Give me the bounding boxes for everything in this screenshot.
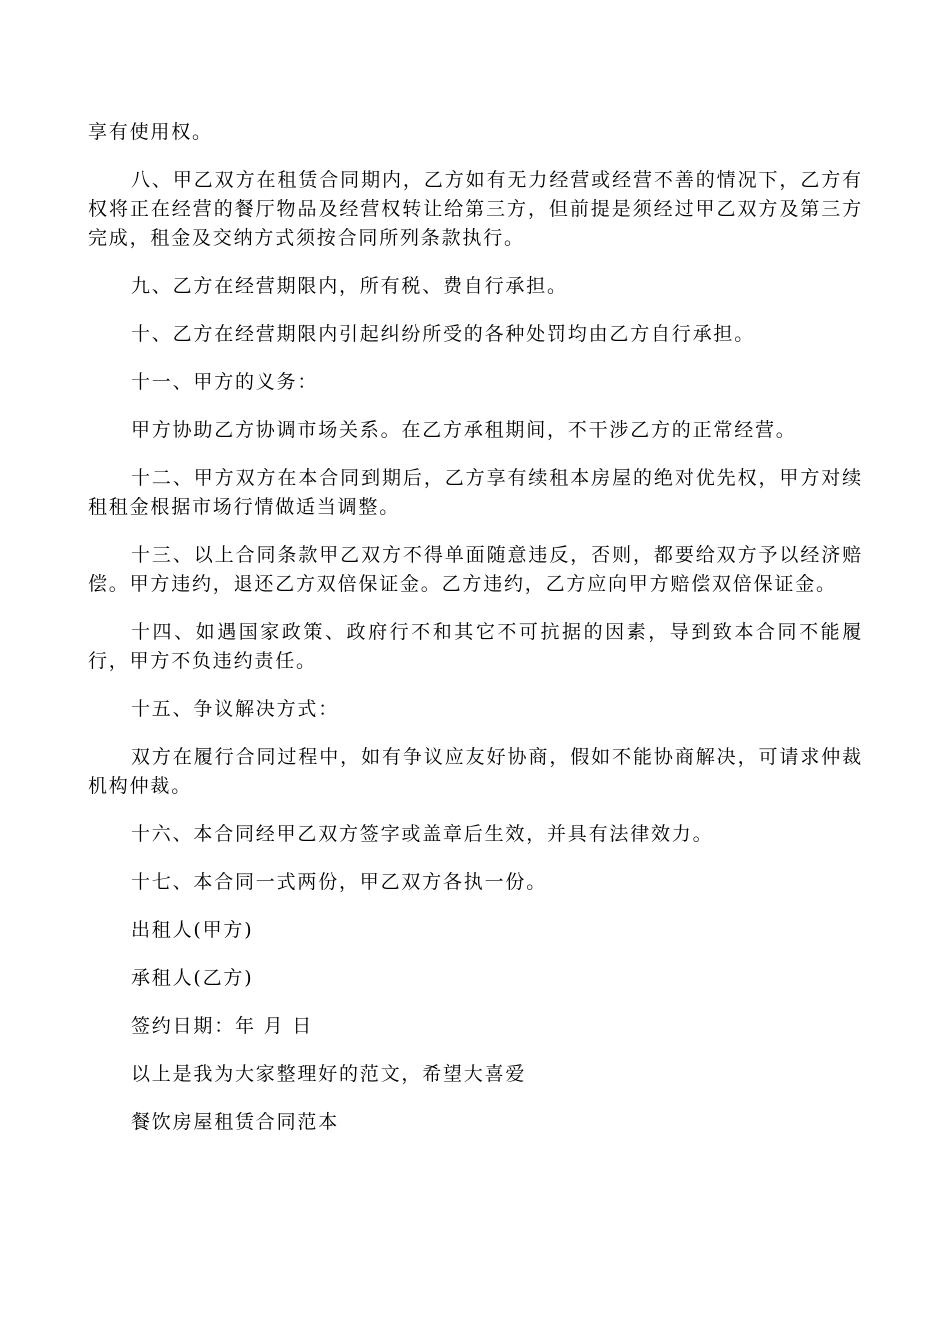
clause-12: 十二、甲方双方在本合同到期后，乙方享有续租本房屋的绝对优先权，甲方对续租租金根据市场行情做适当调整。 <box>88 467 863 518</box>
signing-date-line: 签约日期：年 月 日 <box>131 1015 314 1037</box>
paragraph-continuation: 享有使用权。 <box>88 121 213 143</box>
clause-14: 十四、如遇国家政策、政府行不和其它不可抗据的因素，导到致本合同不能履行，甲方不负违约责任。 <box>88 621 863 672</box>
clause-8: 八、甲乙双方在租赁合同期内，乙方如有无力经营或经营不善的情况下，乙方有权将正在经营的餐厅物品及经营权转让给第三方，但前提是须经过甲乙双方及第三方完成，租金及交纳方式须按合同所列条款执行。 <box>88 169 863 249</box>
clause-11-heading: 十一、甲方的义务： <box>131 371 319 393</box>
closing-remark: 以上是我为大家整理好的范文，希望大喜爱 <box>131 1063 527 1085</box>
clause-17: 十七、本合同一式两份，甲乙双方各执一份。 <box>131 871 548 893</box>
next-document-title: 餐饮房屋租赁合同范本 <box>131 1111 340 1133</box>
clause-11-body: 甲方协助乙方协调市场关系。在乙方承租期间，不干涉乙方的正常经营。 <box>131 419 797 441</box>
clause-16: 十六、本合同经甲乙双方签字或盖章后生效，并具有法律效力。 <box>131 823 714 845</box>
clause-10: 十、乙方在经营期限内引起纠纷所受的各种处罚均由乙方自行承担。 <box>131 323 756 345</box>
clause-9: 九、乙方在经营期限内，所有税、费自行承担。 <box>131 275 568 297</box>
clause-15-body: 双方在履行合同过程中，如有争议应友好协商，假如不能协商解决，可请求仲裁机构仲裁。 <box>88 746 863 797</box>
lessee-signature-line: 承租人(乙方) <box>131 967 254 989</box>
document-body <box>88 118 863 1156</box>
clause-13: 十三、以上合同条款甲乙双方不得单面随意违反，否则，都要给双方予以经济赔偿。甲方违约，退还乙方双倍保证金。乙方违约，乙方应向甲方赔偿双倍保证金。 <box>88 544 863 595</box>
lessor-signature-line: 出租人(甲方) <box>131 919 254 941</box>
clause-15-heading: 十五、争议解决方式： <box>131 698 340 720</box>
